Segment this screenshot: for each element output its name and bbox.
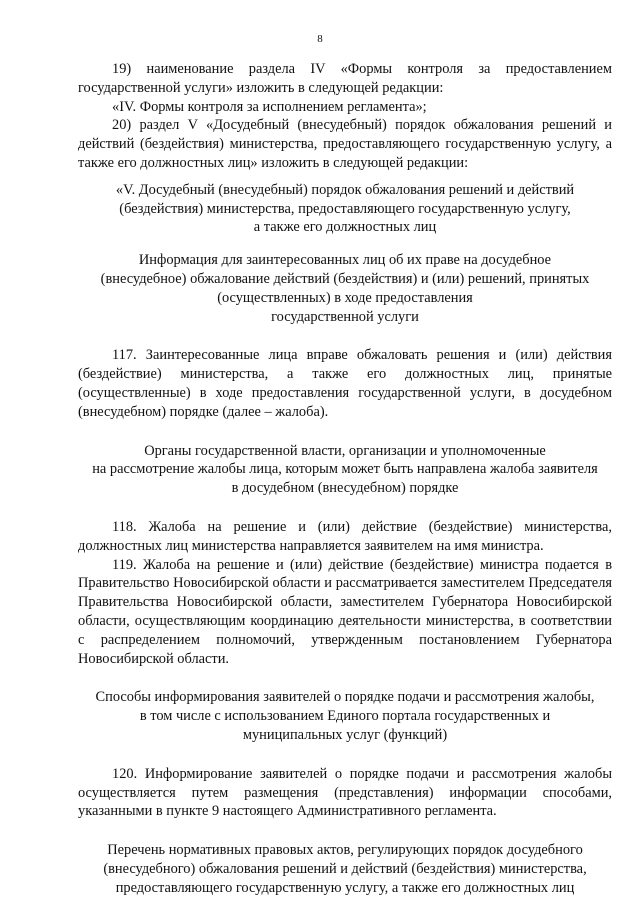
heading-line: а также его должностных лиц	[253, 219, 437, 236]
paragraph: 119. Жалоба на решение и (или) действие (бездействие) министра подается в Правительство Новосибирской области и рассматривается заместителем Председателя Правительства Новосибирской области, заместителем Губернатора Новосибирской области, осуществляющим координацию деятельности министерства, в соответствии с распределением полномочий, утвержденным постановлением Губернатора Новосибирской области.	[78, 556, 612, 667]
spacer	[78, 326, 612, 346]
heading-line: государственной услуги	[271, 308, 419, 325]
heading-line: (внесудебное) обжалование действий (бездействия) и (или) решений, принятых	[100, 270, 590, 287]
spacer	[78, 498, 612, 518]
heading-line: Перечень нормативных правовых актов, регулирующих порядок досудебного	[107, 842, 583, 859]
spacer	[78, 745, 612, 765]
heading-line: Органы государственной власти, организации и уполномоченные	[144, 442, 546, 459]
section-heading	[78, 841, 612, 897]
paragraph: 118. Жалоба на решение и (или) действие (бездействие) министерства, должностных лиц министерства направляется заявителем на имя министра.	[78, 518, 612, 554]
heading-line: на рассмотрение жалобы лица, которым может быть направлена жалоба заявителя	[92, 461, 598, 478]
heading-line: «V. Досудебный (внесудебный) порядок обжалования решений и действий	[115, 181, 575, 198]
section-heading	[78, 251, 612, 326]
heading-line: (осуществленных) в ходе предоставления	[217, 289, 473, 306]
paragraph: 20) раздел V «Досудебный (внесудебный) порядок обжалования решений и действий (бездействия) министерства, предоставляющего государственную услугу, а также его должностных лиц» изложить в следующей редакции:	[78, 117, 612, 171]
section-heading	[78, 181, 612, 237]
heading-line: (внесудебного) обжалования решений и действий (бездействия) министерства,	[103, 860, 587, 877]
spacer	[78, 173, 612, 181]
heading-line: муниципальных услуг (функций)	[242, 726, 448, 743]
heading-line: в том числе с использованием Единого портала государственных и	[139, 708, 551, 725]
page-number: 8	[317, 33, 323, 45]
heading-line: в досудебном (внесудебном) порядке	[231, 480, 459, 497]
paragraph: «IV. Формы контроля за исполнением регламента»;	[112, 98, 427, 115]
spacer	[78, 668, 612, 688]
heading-line: предоставляющего государственную услугу, а также его должностных лиц	[115, 879, 575, 896]
heading-line: Способы информирования заявителей о порядке подачи и рассмотрения жалобы,	[95, 689, 595, 706]
spacer	[78, 821, 612, 841]
section-heading	[78, 442, 612, 498]
spacer	[78, 422, 612, 442]
paragraph: 117. Заинтересованные лица вправе обжаловать решения и (или) действия (бездействие) министерства, а также его должностных лиц, принятые (осуществленные) в ходе предоставления государственной услуги, в досудебном (внесудебном) порядке (далее – жалоба).	[78, 347, 612, 420]
document-body	[78, 0, 612, 897]
heading-line: (бездействия) министерства, предоставляющего государственную услугу,	[119, 200, 571, 217]
heading-line: Информация для заинтересованных лиц об их праве на досудебное	[138, 252, 552, 269]
section-heading	[78, 688, 612, 744]
paragraph: 120. Информирование заявителей о порядке подачи и рассмотрения жалобы осуществляется путем размещения (представления) информации способами, указанными в пункте 9 настоящего Административного регламента.	[78, 765, 612, 820]
paragraph: 19) наименование раздела IV «Формы контроля за предоставлением государственной услуги» изложить в следующей редакции:	[78, 61, 612, 96]
spacer	[78, 237, 612, 251]
